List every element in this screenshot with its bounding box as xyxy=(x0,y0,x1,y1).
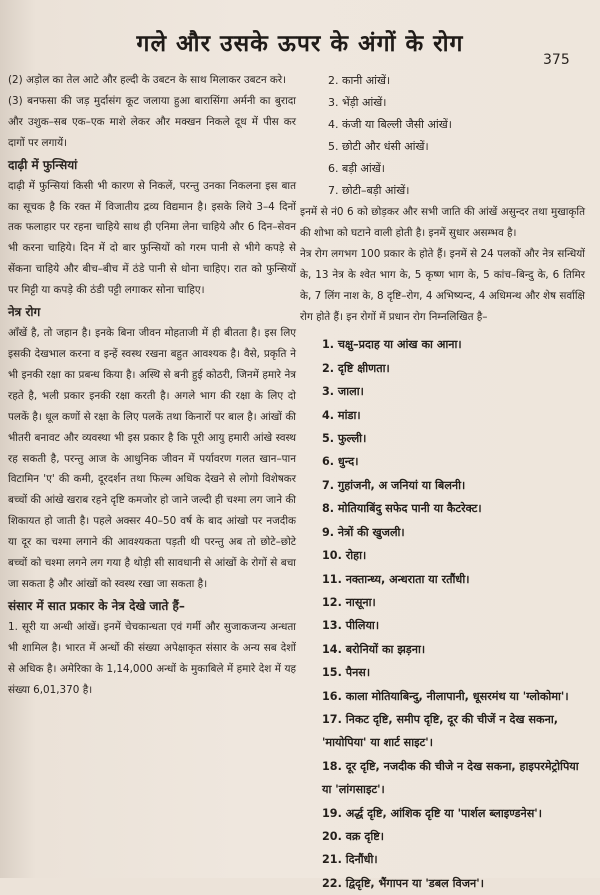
list-item: 17. निकट दृष्टि, समीप दृष्टि, दूर की चीजें न देख सकना, 'मायोपिया' या शार्ट साइट'। xyxy=(322,712,558,750)
paragraph: दाढ़ी में फुन्सियां किसी भी कारण से निकलें, परन्तु उनका निकलना इस बात का सूचक है कि रक्त में विजातीय द्रव्य विद्यमान है। इसके लिये 3–4 दिनों तक फलाहार पर रहना चाहिये साथ ही एनिमा लेना चाहिये और 6 दिन–सेवन भी करना चाहिये। दिन में दो बार फुन्सियों को गरम पानी से भीगे कपड़े से सेंकना चाहिये और बीच–बीच में ठंडे पानी से धोना चाहिए। रात को फुन्सियों पर मिट्टी या कपड़े की ठंडी पट्टी लगाकर सोना चाहिए। xyxy=(8,179,296,297)
paragraph: (2) अड़ोल का तेल आटे और हल्दी के उबटन के साथ मिलाकर उबटन करे। xyxy=(8,74,287,86)
paragraph: नेत्र रोग लगभग 100 प्रकार के होते हैं। इनमें से 24 पलकों और नेत्र सन्धियों के, 13 नेत्र के श्वेत भाग के, 5 कृष्ण भाग के, 5 कांच–बिन्दु के, 6 तिमिर के, 7 लिंग नाश के, 8 दृष्टि–रोग, 4 अभिष्यन्द, 4 अधिमन्थ और शेष सर्वाक्षि रोग होते हैं। इन रोगों में प्रधान रोग निम्नलिखित है– xyxy=(300,247,585,323)
paragraph: (3) बनफसा की जड़ मुर्दासंग कूट जलाया हुआ बारासिंगा अर्मनी का बुरादा और उशुक–सब एक–एक माशे लेकर और मक्खन निकले दूध में पीस कर दागों पर लगायें। xyxy=(8,94,296,149)
list-item: 12. नासूना। xyxy=(322,595,376,609)
list-item: 2. कानी आंखें। xyxy=(328,74,391,87)
paragraph: इनमें से नं0 6 को छोड़कर और सभी जाति की आंखें असुन्दर तथा मुखाकृति की शोभा को घटाने वाली होती है। इनमें सुधार असम्भव है। xyxy=(300,206,585,239)
list-item: 10. रोहा। xyxy=(322,549,367,563)
section-heading-eye-types: संसार में सात प्रकार के नेत्र देखे जाते हैं– xyxy=(8,598,185,613)
list-item: 18. दूर दृष्टि, नजदीक की चीजे न देख सकना, हाइपरमेट्रोपिया या 'लांगसाइट'। xyxy=(322,759,579,797)
list-item: 21. दिनौंधी। xyxy=(322,853,378,867)
list-item: 3. जाला। xyxy=(322,385,364,399)
list-item: 20. वक्र दृष्टि। xyxy=(322,829,385,843)
list-item: 4. मांडा। xyxy=(322,408,361,422)
list-item: 5. छोटी और धंसी आंखें। xyxy=(328,140,429,153)
list-item: 6. धुन्द। xyxy=(322,455,359,469)
list-item: 6. बड़ी आंखें। xyxy=(328,162,385,175)
list-item: 7. छोटी–बड़ी आंखें। xyxy=(328,184,410,197)
list-item: 11. नक्तान्ध्य, अन्धराता या रतौंधी। xyxy=(322,572,470,586)
list-item: 14. बरोनियों का झड़ना। xyxy=(322,642,426,656)
list-item: 7. गुहांजनी, अ जनियां या बिलनी। xyxy=(322,478,466,492)
list-item: 15. पैनस। xyxy=(322,666,371,680)
list-item: 5. फुल्ली। xyxy=(322,432,367,446)
list-item: 16. काला मोतियाबिन्दु, नीलापानी, धूसरमंथ या 'ग्लोकोमा'। xyxy=(322,689,569,703)
section-heading-eye-disease: नेत्र रोग xyxy=(8,305,41,320)
page-number: 375 xyxy=(543,52,570,68)
eye-disease-list xyxy=(300,333,585,895)
list-item: 9. नेत्रों की खुजली। xyxy=(322,525,405,539)
list-item: 19. अर्द्ध दृष्टि, आंशिक दृष्टि या 'पार्शल ब्लाइण्डनेस'। xyxy=(322,806,542,820)
section-heading-beard: दाढ़ी में फुन्सियां xyxy=(8,157,78,172)
list-item: 3. भेंड़ी आंखें। xyxy=(328,96,387,109)
list-item: 22. द्विदृष्टि, भैंगापन या 'डबल विजन'। xyxy=(322,876,484,890)
list-item: 13. पीलिया। xyxy=(322,619,380,633)
list-item: 4. कंजी या बिल्ली जैसी आंखें। xyxy=(328,118,452,131)
paragraph: 1. सूरी या अन्धी आंखें। इनमें चेचकान्धता एवं गर्मी और सुजाकजन्य अन्धता भी शामिल है। भारत में अन्धों की संख्या अपेक्षाकृत संसार के अन्य सब देशों से अधिक है। अमेरिका के 1,14,000 अन्धों के मुकाबिले में हमारे देश में यह संख्या 6,01,370 है। xyxy=(8,620,296,696)
list-item: 1. चक्षु–प्रदाह या आंख का आना। xyxy=(322,338,462,352)
paragraph: आँखें है, तो जहान है। इनके बिना जीवन मोहताजी में ही बीतता है। इस लिए इसकी देखभाल करना व इन्हें स्वस्थ रखना बहुत आवश्यक है। वैसे, प्रकृति ने भी इनकी रक्षा का प्रबन्ध किया है। अस्थि से बनी हुई कोठरी, जिनमें हमारे नेत्र रहते है, भली प्रकार इनकी रक्षा करती है। अगले भाग की रक्षा के लिए दो पलकें है। धूल कणों से रक्षा के लिए पलकें तथा किनारों पर बाल है। आंखों की भीतरी बनावट और व्यवस्था भी इस प्रकार है कि पूरी आयु हमारी आंखे स्वस्थ रह सकती है, परन्तु आज के आधुनिक जीवन में पर्यावरण गलत खान–पान विटामिन 'ए' की कमी, दूरदर्शन तथा फिल्म अधिक देखने से लोगो विशेषकर बच्चों की आंखे खराब रहने दृष्टि कमजोर हो जाने जल्दी ही चश्मा लग जाने की शिकायत हो जाती है। पहले अक्सर 40–50 वर्ष के बाद आंखो पर नजदीक या दूर का चश्मा लगाने की आवश्यकता पड़ती थी परन्तु अब तो छोटे–छोटे बच्चों को चश्मा लगने लग गया है थोड़ी सी सावधानी से आंखों के रोगों से बचा जा सकता है और आंखों को स्वस्थ रखा जा सकता है। xyxy=(8,327,296,590)
right-column xyxy=(300,70,585,895)
eye-type-list xyxy=(300,70,585,202)
left-column xyxy=(8,70,296,700)
list-item: 2. दृष्टि क्षीणता। xyxy=(322,361,390,375)
page-title: गले और उसके ऊपर के अंगों के रोग xyxy=(136,31,464,57)
list-item: 8. मोतियाबिंदु सफेद पानी या कैटरेक्ट। xyxy=(322,502,482,516)
